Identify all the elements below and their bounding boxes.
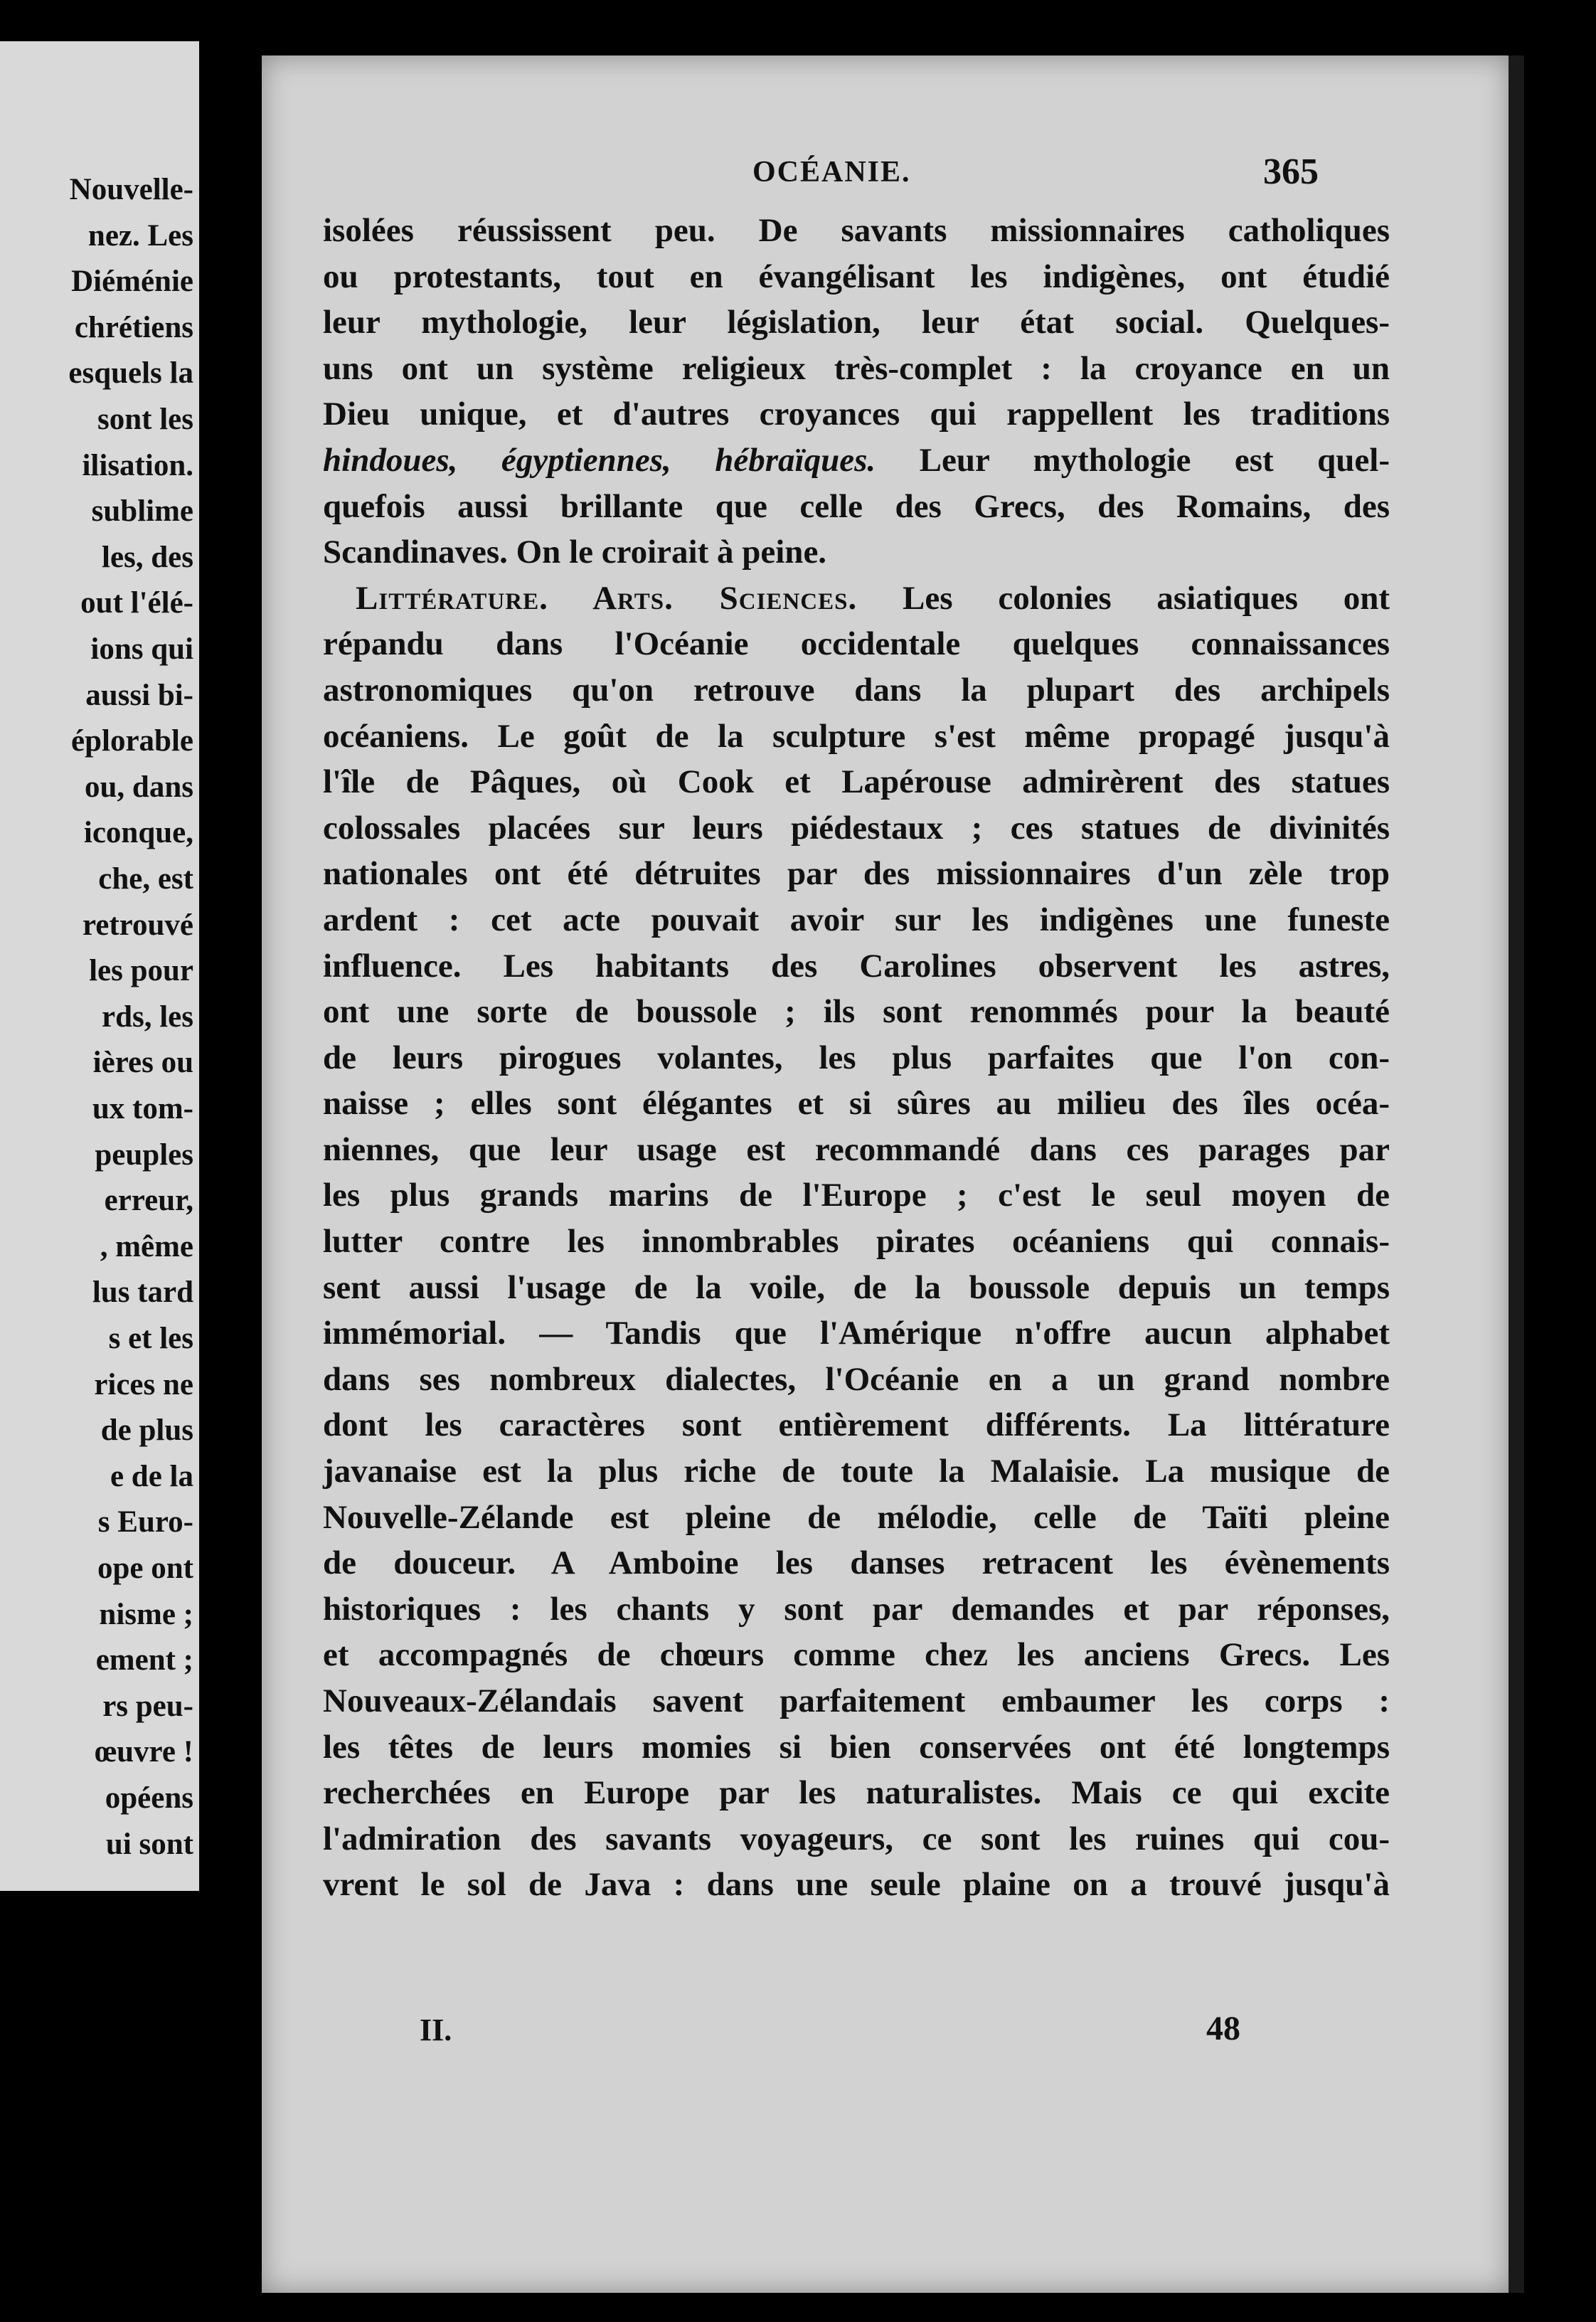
signature-mark: II.	[420, 2013, 452, 2047]
facing-page-line: ions qui	[90, 632, 193, 666]
section-heading: Littérature. Arts. Sciences.	[356, 579, 858, 617]
text-line	[323, 576, 1390, 622]
facing-page-line: iconque,	[83, 816, 193, 850]
facing-page-line: les, des	[102, 540, 193, 574]
facing-page-line: ement ;	[95, 1643, 193, 1677]
facing-page-line: rs peu-	[102, 1689, 193, 1723]
text-line: immémorial. — Tandis que l'Amérique n'offre aucun alphabet	[323, 1315, 1390, 1352]
page-number: 365	[1263, 152, 1319, 192]
facing-page-line: nez. Les	[87, 218, 193, 253]
text-line-rest: Leur mythologie est quel-	[876, 441, 1390, 479]
text-line: dont les caractères sont entièrement différents. La littérature	[323, 1406, 1390, 1444]
running-title: OCÉANIE.	[752, 156, 911, 189]
book-page	[262, 55, 1510, 2293]
text-line: ardent : cet acte pouvait avoir sur les indigènes une funeste	[323, 901, 1390, 938]
text-line: dans ses nombreux dialectes, l'Océanie en a un grand nombre	[323, 1360, 1390, 1398]
text-line: quefois aussi brillante que celle des Grecs, des Romains, des	[323, 487, 1390, 525]
sheet-number: 48	[1206, 2010, 1240, 2047]
text-line: vrent le sol de Java : dans une seule plaine on a trouvé jusqu'à	[323, 1866, 1390, 1904]
facing-page-line: ières ou	[92, 1046, 193, 1080]
page-footer	[262, 2012, 1510, 2055]
facing-page-fragment	[0, 41, 199, 1891]
text-line: les plus grands marins de l'Europe ; c'est le seul moyen de	[323, 1177, 1390, 1214]
text-line: naisse ; elles sont élégantes et si sûres au milieu des îles océa-	[323, 1085, 1390, 1123]
text-line: océaniens. Le goût de la sculpture s'est même propagé jusqu'à	[323, 717, 1390, 755]
facing-page-line: ou, dans	[85, 770, 193, 804]
facing-page-line: ope ont	[97, 1552, 193, 1585]
text-line: ou protestants, tout en évangélisant les indigènes, ont étudié	[323, 258, 1390, 295]
facing-page-line: sont les	[97, 403, 193, 436]
facing-page-line: esquels la	[68, 356, 193, 391]
text-line: sent aussi l'usage de la voile, de la boussole depuis un temps	[323, 1268, 1390, 1306]
facing-page-line: Diéménie	[71, 265, 193, 299]
text-line: leur mythologie, leur législation, leur état social. Quelques-	[323, 304, 1390, 341]
text-line: colossales placées sur leurs piédestaux ; ces statues de divinités	[323, 809, 1390, 847]
facing-page-line: ux tom-	[92, 1092, 193, 1125]
text-line: et accompagnés de chœurs comme chez les anciens Grecs. Les	[323, 1636, 1390, 1674]
italic-terms: hindoues, égyptiennes, hébraïques.	[323, 441, 876, 479]
facing-page-line: de plus	[100, 1414, 193, 1448]
facing-page-line: sublime	[91, 494, 193, 529]
text-line: Nouvelle-Zélande est pleine de mélodie, celle de Taïti pleine	[323, 1498, 1390, 1536]
text-line: les têtes de leurs momies si bien conservées ont été longtemps	[323, 1728, 1390, 1766]
text-line: javanaise est la plus riche de toute la Malaisie. La musique de	[323, 1453, 1390, 1490]
text-line: répandu dans l'Océanie occidentale quelques connaissances	[323, 625, 1390, 663]
body-text	[323, 208, 1390, 1908]
text-line: uns ont un système religieux très-complet : la croyance en un	[323, 349, 1390, 387]
facing-page-line: rds, les	[102, 1000, 193, 1034]
text-line: de leurs pirogues volantes, les plus parfaites que l'on con-	[323, 1039, 1390, 1076]
facing-page-line: ui sont	[105, 1827, 193, 1861]
facing-page-line: nisme ;	[99, 1597, 193, 1631]
facing-page-line: retrouvé	[82, 908, 193, 942]
facing-page-line: lus tard	[92, 1276, 193, 1310]
text-line: astronomiques qu'on retrouve dans la plupart des archipels	[323, 671, 1390, 709]
text-line: Dieu unique, et d'autres croyances qui rappellent les traditions	[323, 396, 1390, 433]
text-line: historiques : les chants y sont par demandes et par réponses,	[323, 1590, 1390, 1628]
facing-page-line: s et les	[108, 1322, 193, 1355]
facing-page-line: , même	[100, 1229, 193, 1263]
facing-page-line: ilisation.	[82, 448, 193, 482]
facing-page-line: che, est	[98, 862, 193, 896]
text-line: lutter contre les innombrables pirates océaniens qui connais-	[323, 1223, 1390, 1261]
facing-page-line: œuvre !	[95, 1735, 193, 1769]
page-header	[262, 152, 1510, 198]
facing-page-line: out l'élé-	[80, 586, 193, 620]
facing-page-line: Nouvelle-	[69, 173, 193, 206]
facing-page-line: s Euro-	[97, 1505, 193, 1539]
text-line: l'île de Pâques, où Cook et Lapérouse admirèrent des statues	[323, 763, 1390, 801]
facing-page-line: peuples	[95, 1138, 193, 1172]
text-line: isolées réussissent peu. De savants missionnaires catholiques	[323, 212, 1390, 249]
facing-page-line: erreur,	[104, 1184, 193, 1218]
text-line: Scandinaves. On le croirait à peine.	[323, 534, 827, 571]
text-line: de douceur. A Amboine les danses retracent les évènements	[323, 1544, 1390, 1582]
text-line	[323, 438, 1390, 484]
facing-page-line: chrétiens	[74, 310, 193, 344]
text-line: l'admiration des savants voyageurs, ce sont les ruines qui cou-	[323, 1820, 1390, 1857]
text-line: recherchées en Europe par les naturalistes. Mais ce qui excite	[323, 1774, 1390, 1812]
facing-page-line: rices ne	[94, 1367, 193, 1401]
facing-page-line: aussi bi-	[85, 678, 193, 712]
page-edge-shadow	[1509, 55, 1524, 2293]
text-line: niennes, que leur usage est recommandé dans ces parages par	[323, 1130, 1390, 1168]
facing-page-line: éplorable	[71, 724, 193, 758]
text-line: influence. Les habitants des Carolines observent les astres,	[323, 947, 1390, 985]
facing-page-line: opéens	[105, 1781, 193, 1815]
text-line: Nouveaux-Zélandais savent parfaitement embaumer les corps :	[323, 1682, 1390, 1719]
text-line-rest: Les colonies asiatiques ont	[857, 579, 1390, 617]
facing-page-line: les pour	[89, 954, 193, 988]
facing-page-line: e de la	[110, 1459, 193, 1493]
text-line: nationales ont été détruites par des missionnaires d'un zèle trop	[323, 855, 1390, 893]
text-line: ont une sorte de boussole ; ils sont renommés pour la beauté	[323, 993, 1390, 1031]
